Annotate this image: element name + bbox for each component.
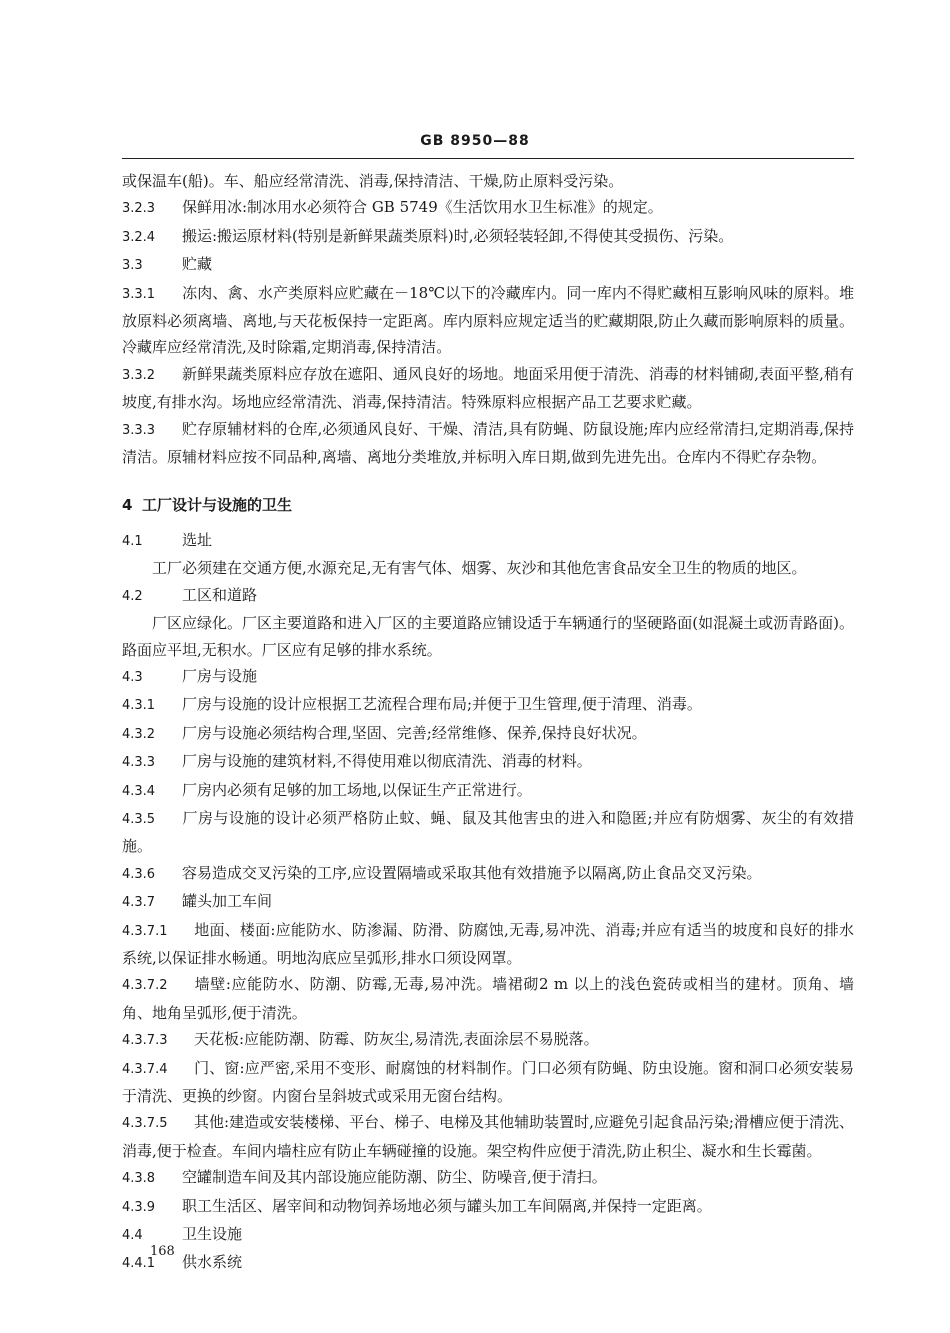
paragraph: 4.3.5 厂房与设施的设计必须严格防止蚊、蝇、鼠及其他害虫的进入和隐匿;并应有防烟雾、灰尘的有效措施。 [122, 808, 854, 856]
clause-number: 4.3 [122, 669, 143, 685]
body-text [122, 168, 854, 1278]
clause-number: 4.4.1 [122, 1256, 156, 1272]
paragraph: 4.3.7.4 门、窗:应严密,采用不变形、耐腐蚀的材料制作。门口必须有防蝇、防虫设施。窗和洞口必须安装易于清洗、更换的纱窗。内窗台呈斜坡式或采用无窗台结构。 [122, 1058, 854, 1105]
clause-number: 4.3.1 [122, 698, 156, 714]
paragraph: 4.3 厂房与设施 [122, 663, 854, 691]
paragraph: 工厂必须建在交通方便,水源充足,无有害气体、烟雾、灰沙和其他危害食品安全卫生的物质的地区。 [152, 559, 807, 578]
clause-number: 4.4 [122, 1228, 143, 1244]
clause-number: 4.3.9 [122, 1199, 156, 1215]
clause-number: 3.3 [122, 258, 143, 274]
clause-number: 4.3.4 [122, 783, 156, 799]
clause-number: 4.2 [122, 588, 143, 604]
paragraph: 4.3.7.1 地面、楼面:应能防水、防渗漏、防滑、防腐蚀,无毒,易冲洗、消毒;并应有适当的坡度和良好的排水系统,以保证排水畅通。明地沟底应呈弧形,排水口须设网罩。 [122, 920, 854, 967]
paragraph: 4.3.9 职工生活区、屠宰间和动物饲养场地必须与罐头加工车间隔离,并保持一定距离。 [122, 1193, 854, 1221]
clause-number: 4.1 [122, 533, 143, 549]
paragraph: 4.4 卫生设施 [122, 1221, 854, 1249]
clause-number: 4.3.7.3 [122, 1033, 168, 1049]
paragraph: 4.3.3 厂房与设施的建筑材料,不得使用难以彻底清洗、消毒的材料。 [122, 748, 854, 776]
clause-number: 3.3.1 [122, 286, 156, 302]
page-number: 168 [150, 1244, 175, 1259]
clause-number: 3.3.2 [122, 367, 156, 383]
header-rule [122, 158, 854, 159]
paragraph: 3.2.3 保鲜用冰:制冰用水必须符合 GB 5749《生活饮用水卫生标准》的规定。 [122, 194, 854, 222]
paragraph: 3.3 贮藏 [122, 251, 854, 279]
paragraph: 4.3.2 厂房与设施必须结构合理,坚固、完善;经常维修、保养,保持良好状况。 [122, 720, 854, 748]
paragraph: 或保温车(船)。车、船应经常清洗、消毒,保持清洁、干燥,防止原料受污染。 [122, 172, 624, 190]
paragraph: 4.3.7.2 墙壁:应能防水、防潮、防霉,无毒,易冲洗。墙裙砌2 m 以上的浅色瓷砖或相当的建材。顶角、墙角、地角呈弧形,便于清洗。 [122, 975, 854, 1022]
clause-number: 3.2.3 [122, 201, 156, 217]
paragraph: 3.2.4 搬运:搬运原材料(特别是新鲜果蔬类原料)时,必须轻装轻卸,不得使其受损伤、污染。 [122, 223, 854, 251]
paragraph: 3.3.3 贮存原辅材料的仓库,必须通风良好、干燥、清洁,具有防蝇、防鼠设施;库内应经常清扫,定期消毒,保持清洁。原辅材料应按不同品种,离墙、离地分类堆放,并标明入库日期,做到先进先出。仓库内不得贮存杂物。 [122, 419, 854, 467]
clause-number: 4.3.6 [122, 866, 156, 882]
clause-number: 3.3.3 [122, 422, 156, 438]
clause-number: 4.3.5 [122, 811, 156, 827]
paragraph: 4.3.7.5 其他:建造或安装楼梯、平台、梯子、电梯及其他辅助装置时,应避免引起食品污染;滑槽应便于清洗、消毒,便于检查。车间内墙柱应有防止车辆碰撞的设施。架空构件应便于清洗,防止积尘、凝水和生长霉菌。 [122, 1113, 854, 1160]
clause-number: 4.3.7.1 [122, 923, 168, 939]
paragraph: 4.3.7 罐头加工车间 [122, 888, 854, 916]
paragraph: 3.3.2 新鲜果蔬类原料应存放在遮阳、通风良好的场地。地面采用便于清洗、消毒的材料铺砌,表面平整,稍有坡度,有排水沟。场地应经常清洗、消毒,保持清洁。特殊原料应根据产品工艺要求贮藏。 [122, 364, 854, 412]
clause-number: 4.3.7.5 [122, 1116, 168, 1132]
clause-number: 4.3.3 [122, 755, 156, 771]
paragraph: 4.4.1 供水系统 [122, 1249, 854, 1277]
paragraph: 3.3.1 冻肉、禽、水产类原料应贮藏在－18℃以下的冷藏库内。同一库内不得贮藏相互影响风味的原料。堆放原料必须离墙、离地,与天花板保持一定距离。库内原料应规定适当的贮藏期限,防止久藏而影响原料的质量。冷藏库应经常清洗,及时除霜,定期消毒,保持清洁。 [122, 283, 854, 357]
paragraph: 4.2 工区和道路 [122, 582, 854, 610]
clause-number: 4.3.7.4 [122, 1061, 168, 1077]
clause-number: 4.3.2 [122, 726, 156, 742]
running-header: GB 8950—88 [420, 133, 530, 149]
paragraph: 4.3.1 厂房与设施的设计应根据工艺流程合理布局;并便于卫生管理,便于清理、消毒。 [122, 691, 854, 719]
clause-number: 4.3.8 [122, 1171, 156, 1187]
paragraph: 4.3.7.3 天花板:应能防潮、防霉、防灰尘,易清洗,表面涂层不易脱落。 [122, 1026, 854, 1054]
clause-number: 4.3.7 [122, 895, 156, 911]
paragraph: 厂区应绿化。厂区主要道路和进入厂区的主要道路应铺设适于车辆通行的坚硬路面(如混凝土或沥青路面)。路面应平坦,无积水。厂区应有足够的排水系统。 [122, 614, 854, 659]
paragraph: 4.1 选址 [122, 527, 854, 555]
clause-number: 3.2.4 [122, 229, 156, 245]
section-heading: 4 工厂设计与设施的卫生 [122, 496, 293, 515]
clause-number: 4.3.7.2 [122, 978, 168, 994]
paragraph: 4.3.8 空罐制造车间及其内部设施应能防潮、防尘、防噪音,便于清扫。 [122, 1164, 854, 1192]
paragraph: 4.3.4 厂房内必须有足够的加工场地,以保证生产正常进行。 [122, 777, 854, 805]
paragraph: 4.3.6 容易造成交叉污染的工序,应设置隔墙或采取其他有效措施予以隔离,防止食品交叉污染。 [122, 860, 854, 888]
